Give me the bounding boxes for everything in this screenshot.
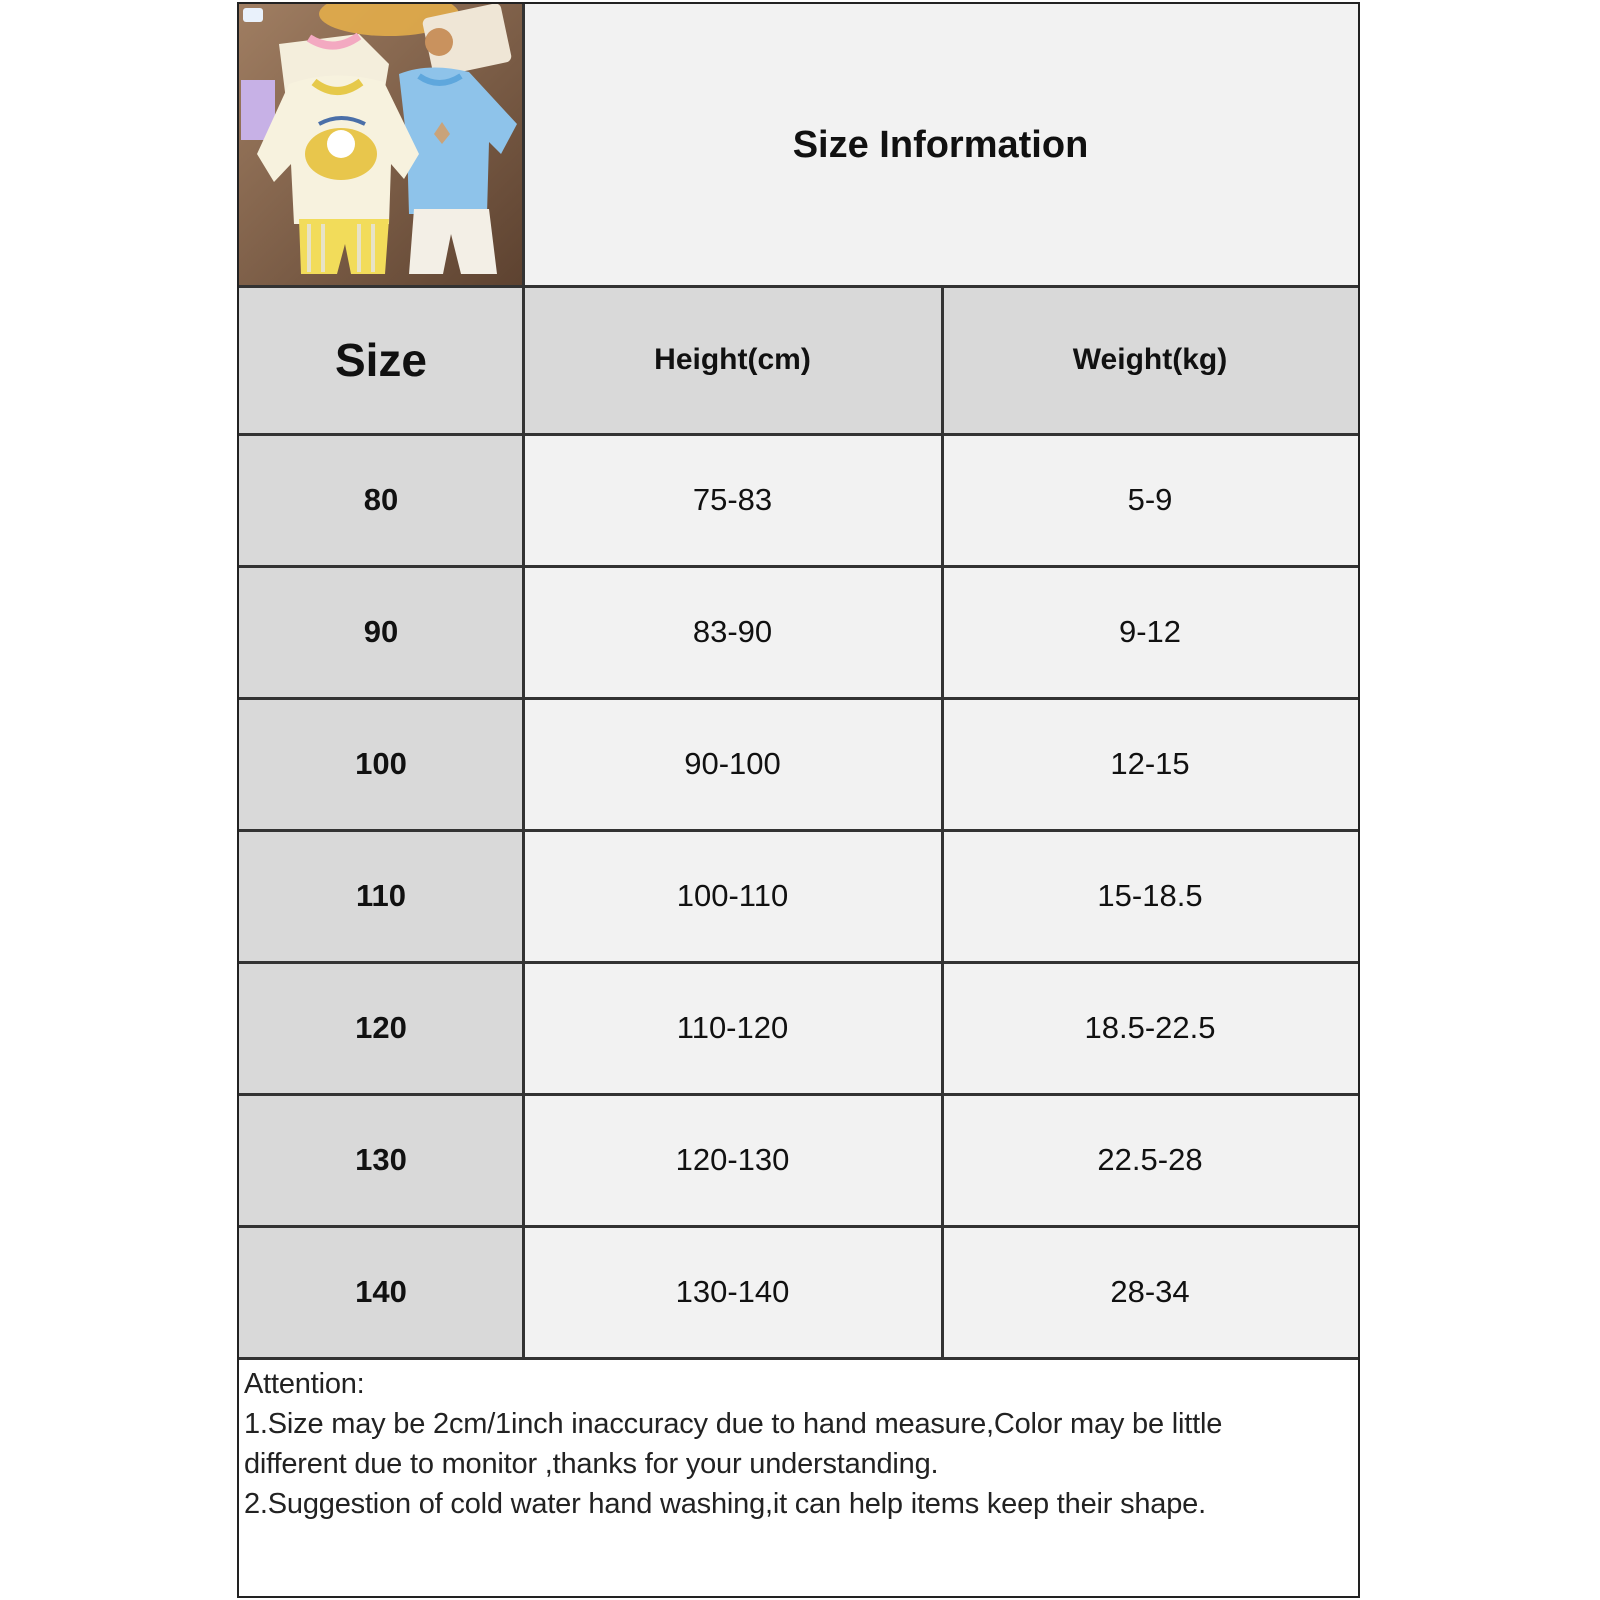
row-height-cell: 110-120 — [523, 962, 942, 1094]
grid-line — [941, 286, 944, 1359]
row-weight-cell: 15-18.5 — [942, 830, 1358, 962]
row-height-cell: 120-130 — [523, 1094, 942, 1226]
row-size-cell: 90 — [239, 566, 523, 698]
grid-line — [239, 565, 1358, 568]
row-weight-cell: 28-34 — [942, 1226, 1358, 1358]
row-size-cell: 130 — [239, 1094, 523, 1226]
notes-line: 1.Size may be 2cm/1inch inaccuracy due to hand measure,Color may be little — [244, 1408, 1223, 1440]
grid-line — [239, 1225, 1358, 1228]
pajamas-photo-illustration — [239, 4, 523, 286]
row-height-cell: 100-110 — [523, 830, 942, 962]
row-size-cell: 80 — [239, 434, 523, 566]
row-weight-cell: 9-12 — [942, 566, 1358, 698]
header-height: Height(cm) — [523, 286, 942, 434]
attention-notes — [244, 1364, 1344, 1524]
row-weight-cell: 12-15 — [942, 698, 1358, 830]
product-photo — [239, 4, 523, 286]
notes-line: different due to monitor ,thanks for your understanding. — [244, 1448, 939, 1480]
row-weight-cell: 5-9 — [942, 434, 1358, 566]
grid-line — [522, 4, 525, 1359]
row-weight-cell: 18.5-22.5 — [942, 962, 1358, 1094]
row-height-cell: 83-90 — [523, 566, 942, 698]
row-weight-cell: 22.5-28 — [942, 1094, 1358, 1226]
grid-line — [239, 697, 1358, 700]
header-weight: Weight(kg) — [942, 286, 1358, 434]
notes-heading: Attention: — [244, 1368, 365, 1400]
row-size-cell: 100 — [239, 698, 523, 830]
grid-line — [239, 433, 1358, 436]
row-height-cell: 130-140 — [523, 1226, 942, 1358]
header-size: Size — [239, 286, 523, 434]
notes-line: 2.Suggestion of cold water hand washing,it can help items keep their shape. — [244, 1488, 1206, 1520]
grid-line — [239, 1093, 1358, 1096]
grid-line — [239, 1357, 1358, 1360]
row-height-cell: 90-100 — [523, 698, 942, 830]
row-height-cell: 75-83 — [523, 434, 942, 566]
grid-line — [239, 961, 1358, 964]
chart-title: Size Information — [523, 4, 1358, 286]
grid-line — [239, 829, 1358, 832]
row-size-cell: 110 — [239, 830, 523, 962]
row-size-cell: 120 — [239, 962, 523, 1094]
size-chart — [237, 2, 1360, 1598]
grid-line — [239, 285, 1358, 288]
row-size-cell: 140 — [239, 1226, 523, 1358]
